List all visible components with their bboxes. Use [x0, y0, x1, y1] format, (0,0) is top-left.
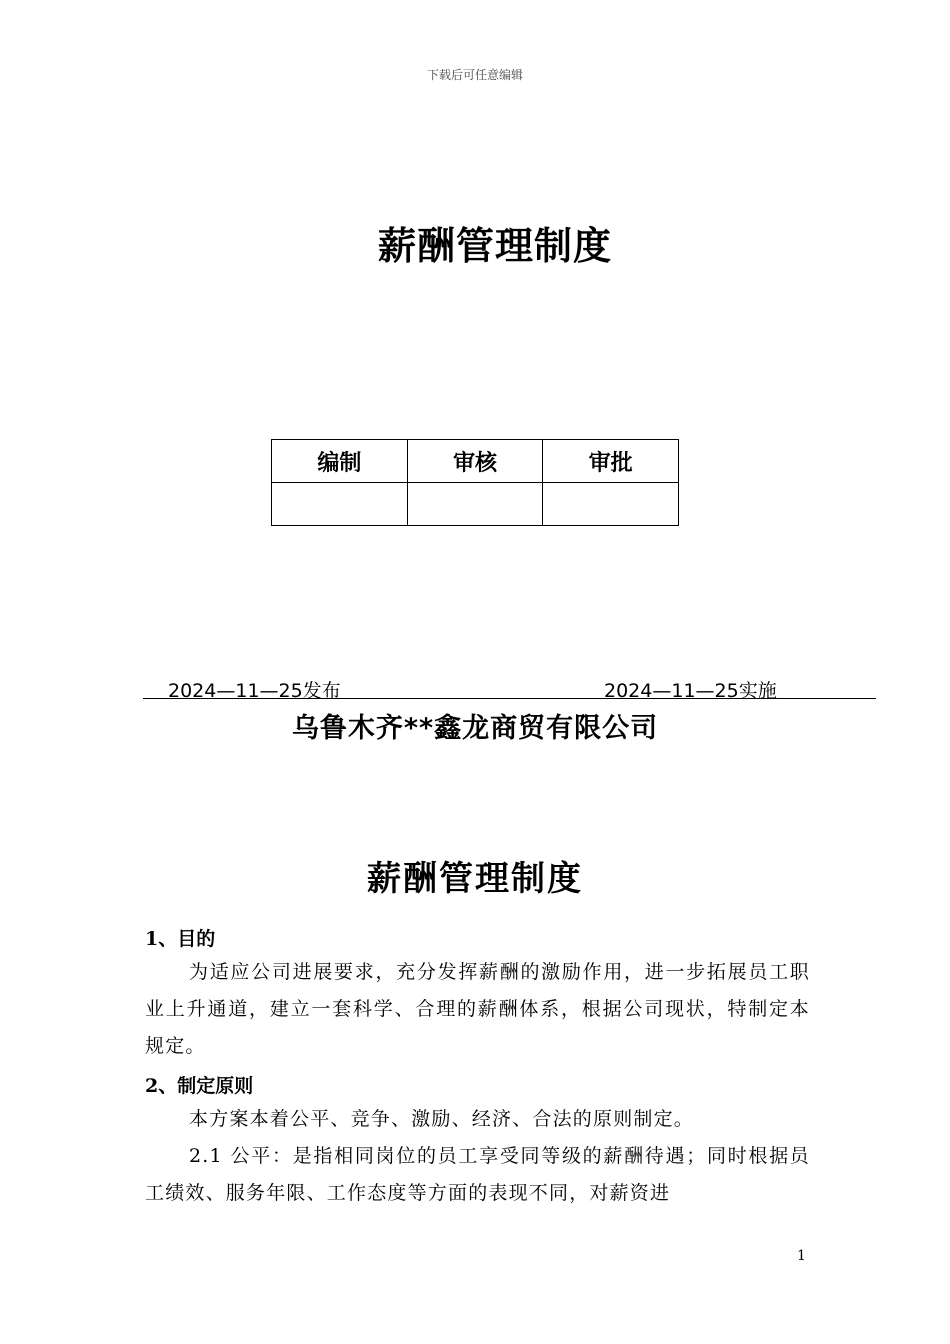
- publish-date: 2024—11—25发布: [168, 680, 341, 702]
- header-note: 下载后可任意编辑: [426, 68, 523, 82]
- approval-cell-approve: [543, 483, 679, 526]
- approval-header-compile: 编制: [272, 440, 408, 483]
- company-name: 乌鲁木齐**鑫龙商贸有限公司: [291, 713, 659, 744]
- section-2-paragraph: 本方案本着公平、竞争、激励、经济、合法的原则制定。: [189, 1108, 695, 1130]
- section-1-paragraph: 为适应公司进展要求，充分发挥薪酬的激励作用，进一步拓展员工职业上升通道，建立一套科学、合理的薪酬体系，根据公司现状，特制定本规定。: [145, 961, 810, 1057]
- effective-date: 2024—11—25实施: [604, 680, 777, 702]
- approval-cell-review: [407, 483, 543, 526]
- document-title: 薪酬管理制度: [367, 859, 583, 899]
- approval-header-review: 审核: [407, 440, 543, 483]
- section-1-heading: 1、目的: [145, 928, 216, 950]
- approval-table: [271, 439, 679, 526]
- date-divider: [143, 698, 876, 699]
- approval-header-approve: 审批: [543, 440, 679, 483]
- page-number: 1: [797, 1248, 806, 1264]
- section-2-1-paragraph: 2.1 公平：是指相同岗位的员工享受同等级的薪酬待遇；同时根据员工绩效、服务年限、工作态度等方面的表现不同，对薪资进: [145, 1145, 810, 1204]
- cover-title: 薪酬管理制度: [377, 224, 612, 268]
- section-2-heading: 2、制定原则: [145, 1075, 254, 1097]
- approval-cell-compile: [272, 483, 408, 526]
